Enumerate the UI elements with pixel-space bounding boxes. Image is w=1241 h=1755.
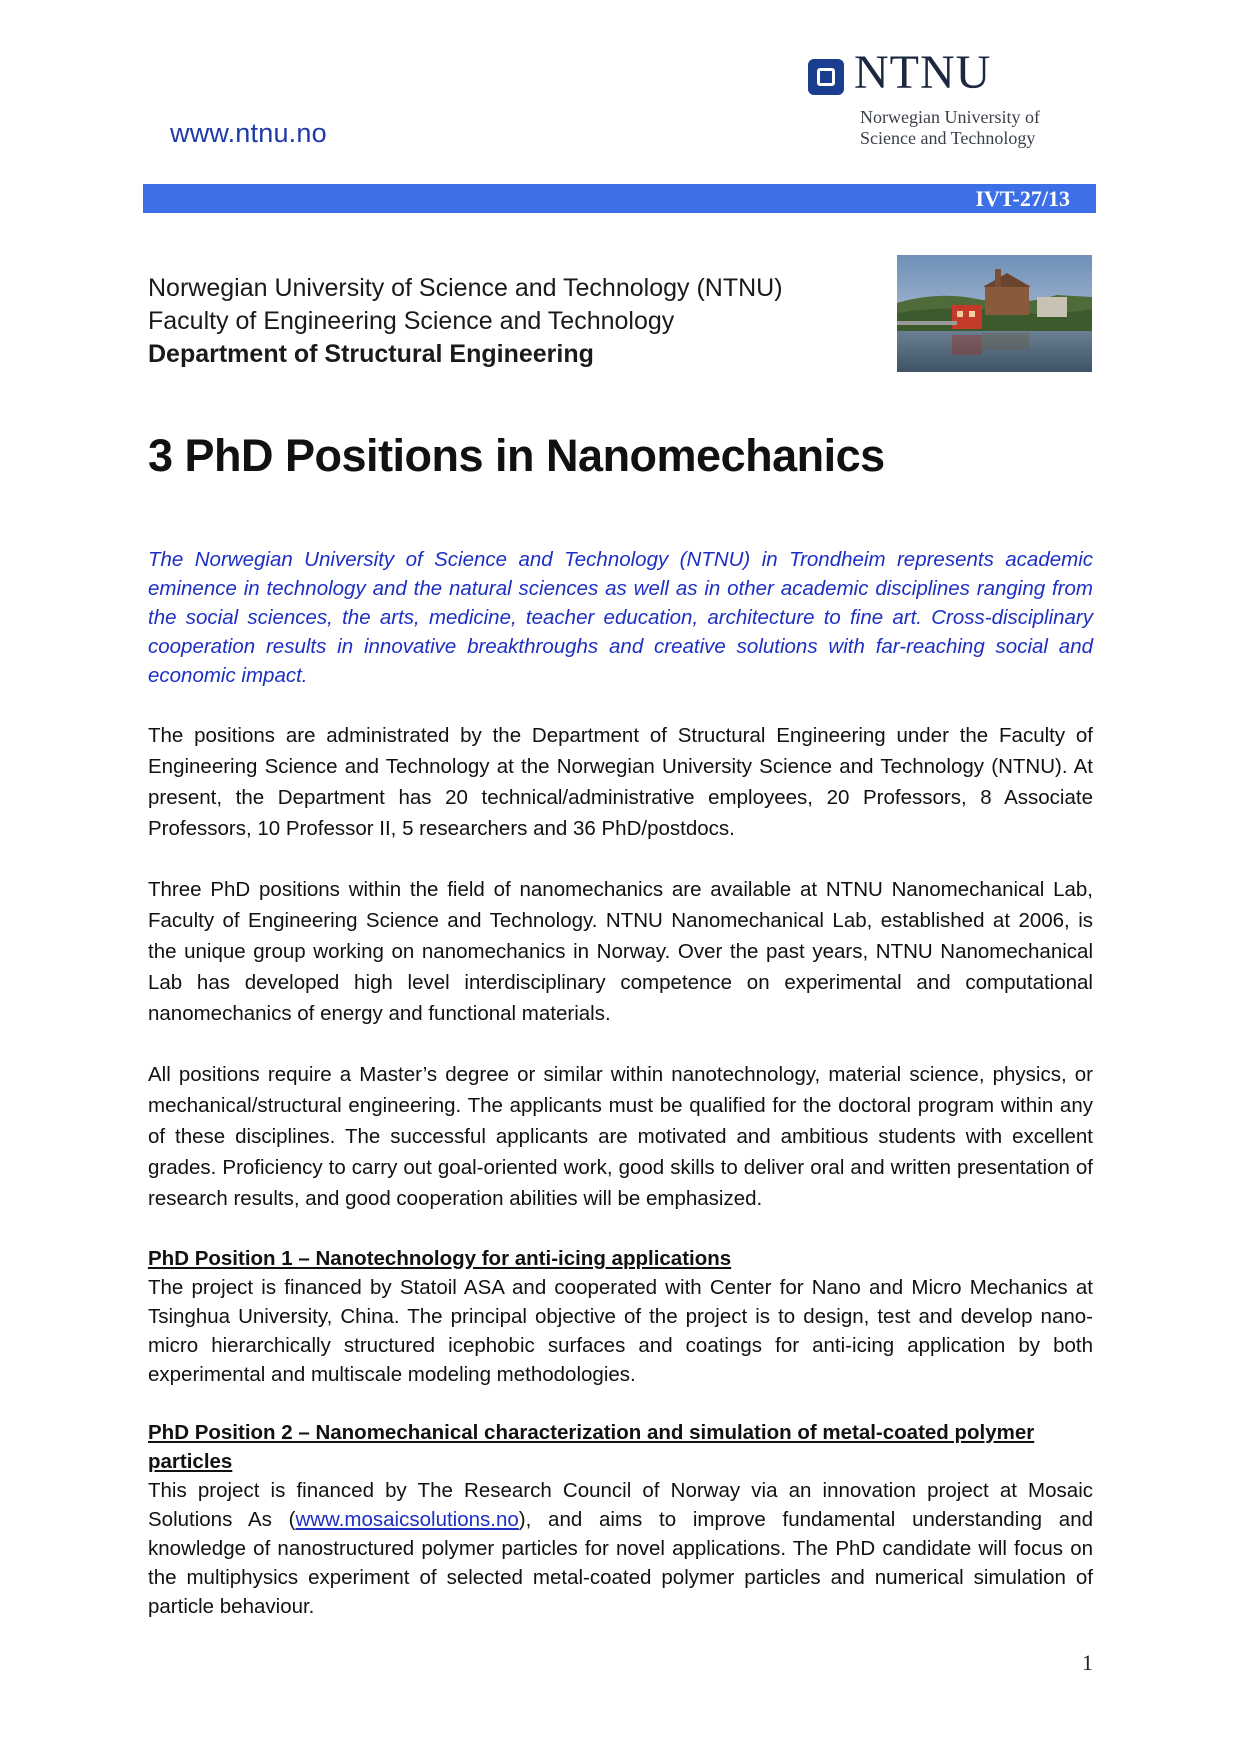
paragraph-requirements: All positions require a Master’s degree or similar within nanotechnology, material science, physics, or mechanical/structural engineering. The applicants must be qualified for the doctoral program within any of these disciplines. The successful applicants are motivated and ambitious students with excellent grades. Proficiency to carry out goal-oriented work, good skills to deliver oral and written presentation of research results, and good cooperation abilities will be emphasized. [148,1063,1093,1210]
logo-subtitle-line2: Science and Technology [860,128,1036,148]
document-body [148,545,1093,1650]
position2-body [148,1476,1093,1621]
ntnu-logo-icon [808,59,844,95]
ntnu-logo [808,46,1108,155]
website-link[interactable]: www.ntnu.no [170,118,327,148]
mosaic-link[interactable]: www.mosaicsolutions.no [295,1508,519,1531]
position2-heading: PhD Position 2 – Nanomechanical characterization and simulation of metal-coated polymer particles [148,1421,1035,1473]
faculty-name: Faculty of Engineering Science and Technology [148,307,675,335]
page-number: 1 [1082,1650,1093,1675]
header-bar [143,184,1096,213]
reference-code: IVT-27/13 [975,186,1070,211]
position1-heading: PhD Position 1 – Nanotechnology for anti-icing applications [148,1247,732,1270]
intro-paragraph: The Norwegian University of Science and Technology (NTNU) in Trondheim represents academic eminence in technology and the natural sciences as well as in other academic disciplines ranging from the social sciences, the arts, medicine, teacher education, architecture to fine art. Cross-disciplinary cooperation results in innovative breakthroughs and creative solutions with far-reaching social and economic impact. [148,548,1093,687]
campus-photo [897,255,1092,372]
logo-subtitle [860,107,1040,149]
position2-body-end: ), and aims to improve fundamental understanding and knowledge of nanostructured polymer particles for novel applications. The PhD candidate will focus on the multiphysics experiment of selected metal-coated polymer particles and numerical simulation of particle behaviour. [148,1508,1094,1618]
paragraph-department: The positions are administrated by the Department of Structural Engineering under the Faculty of Engineering Science and Technology at the Norwegian University Science and Technology (NTNU). At present, the Department has 20 technical/administrative employees, 20 Professors, 8 Associate Professors, 10 Professor II, 5 researchers and 36 PhD/postdocs. [148,724,1093,840]
institution-block [148,272,783,371]
logo-subtitle-line1: Norwegian University of [860,107,1040,127]
page-title: 3 PhD Positions in Nanomechanics [148,430,885,481]
department-name: Department of Structural Engineering [148,340,594,368]
position2-body-start: This project is financed by The Research Council of Norway via an innovation project at Mosaic Solutions As ( [148,1479,1093,1531]
paragraph-lab: Three PhD positions within the field of nanomechanics are available at NTNU Nanomechanical Lab, Faculty of Engineering Science and Technology. NTNU Nanomechanical Lab, established at 2006, is the unique group working on nanomechanics in Norway. Over the past years, NTNU Nanomechanical Lab has developed high level interdisciplinary competence on experimental and computational nanomechanics of energy and functional materials. [148,878,1093,1025]
position1-body: The project is financed by Statoil ASA and cooperated with Center for Nano and Micro Mechanics at Tsinghua University, China. The principal objective of the project is to design, test and develop nano-micro hierarchically structured icephobic surfaces and coatings for anti-icing application by both experimental and multiscale modeling methodologies. [148,1276,1093,1386]
logo-name: NTNU [854,46,992,99]
university-name: Norwegian University of Science and Technology (NTNU) [148,274,783,302]
